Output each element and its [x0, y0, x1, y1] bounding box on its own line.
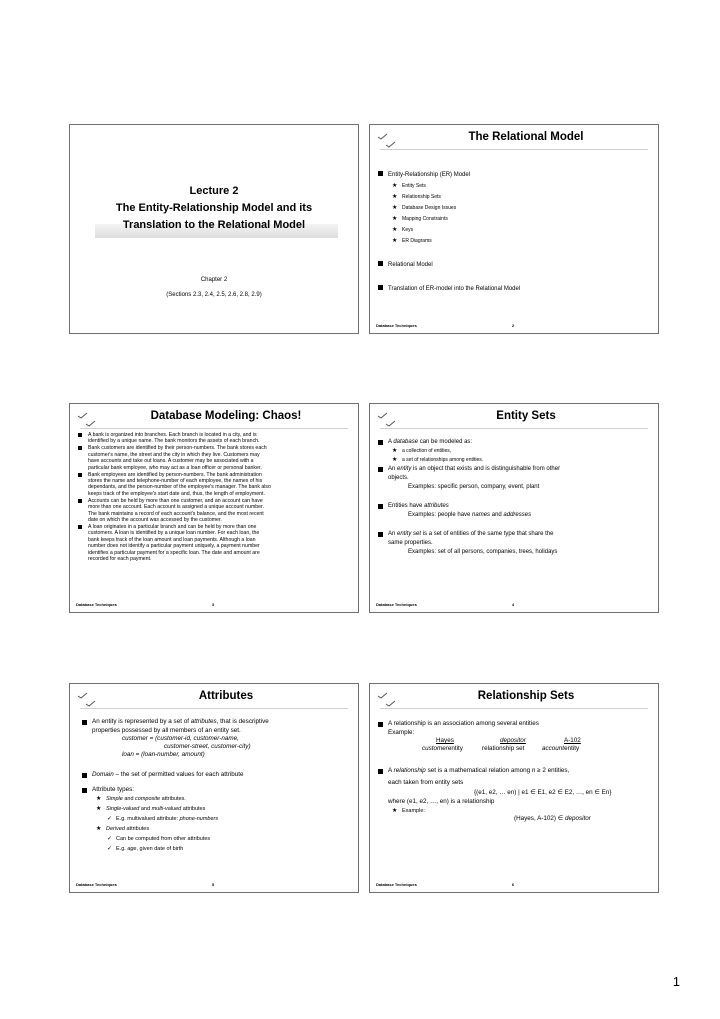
sub-bullet: ★ Database Design Issues	[378, 203, 652, 214]
title-divider	[380, 708, 648, 709]
tick-item: ✓ Can be computed from other attributes	[82, 834, 352, 844]
bullet: Entities have attributes	[378, 502, 652, 511]
code-line: loan = (loan-number, amount)	[122, 751, 205, 759]
sub-bullet: ★ a collection of entities,	[378, 447, 652, 456]
sub-bullet: ★ Simple and composite attributes.	[82, 794, 352, 804]
slide-relationship-sets	[369, 683, 659, 893]
slide-title: Attributes	[198, 690, 254, 702]
example-text: Examples: people have names and addresses	[408, 512, 532, 518]
checkmark-icon	[376, 130, 398, 150]
sub-bullet: ★ Mapping Constraints	[378, 214, 652, 225]
sub-bullet: ★ Relationship Sets	[378, 192, 652, 203]
title-divider	[380, 149, 648, 150]
example-text: Examples: specific person, company, event, plant	[408, 484, 540, 490]
sub-bullet: ★ Keys	[378, 225, 652, 236]
footer-slide-number: 3	[211, 602, 215, 607]
checkmark-icon	[376, 409, 398, 429]
formula-caption: where (e1, e2, …, en) is a relationship	[388, 797, 495, 805]
tick-item: ✓ E.g. multivalued attribute: phone-numbers	[82, 814, 352, 824]
slide-title: Entity Sets	[496, 410, 556, 422]
footer-course: Database Techniques	[76, 882, 117, 887]
footer-course: Database Techniques	[76, 602, 117, 607]
example-text: Examples: set of all persons, companies, trees, holidays	[408, 549, 558, 555]
title-divider	[380, 428, 648, 429]
formula: {(e1, e2, … en) | e1 ∈ E1, e2 ∈ E2, …, en ∈ En}	[474, 789, 612, 797]
tick-item: ✓ E.g. age, given date of birth	[82, 844, 352, 854]
bullet: A bank is organized into branches. Each branch is located in a city, and is identified by a unique name. The bank monitors the assets of each branch.	[78, 432, 352, 445]
slide-body	[82, 718, 352, 854]
sub-bullet: ★ Example:	[378, 807, 652, 816]
bullet: A relationship is an association among several entities	[378, 720, 652, 729]
bullet: Bank employees are identified by person-numbers. The bank administration stores the name and telephone-number of each employee, the names of his dependants, and the person-number of the employee's manager. The bank also keeps track of the employee's start date and, thus, the length of employment.	[78, 472, 352, 498]
example-label: Example:	[388, 728, 415, 736]
code-line: customer-street, customer-city)	[164, 743, 251, 751]
bullet-continuation: each taken from entity sets	[388, 778, 464, 786]
bullet: Bank customers are identified by their person-numbers. The bank stores each customer's name, the street and the city in which they live. Customers may have accounts and take out loans. A customer may be associated with a particular bank employee, who may act as a loan officer or personal banker.	[78, 445, 352, 471]
footer-slide-number: 5	[211, 882, 215, 887]
bullet: Entity-Relationship (ER) Model	[378, 169, 652, 181]
example-tuple: (Hayes, A-102) ∈ depositor	[514, 815, 591, 823]
bullet: A relationship set is a mathematical relation among n ≥ 2 entities,	[378, 767, 652, 776]
slide-body	[378, 720, 652, 824]
bullet: Attribute types:	[82, 786, 352, 795]
bullet: A database can be modeled as:	[378, 438, 652, 447]
slide-title: Database Modeling: Chaos!	[150, 410, 302, 422]
bullet: An entity is an object that exists and is distinguishable from other objects.	[378, 465, 652, 483]
sub-bullet: ★ Single-valued and multi-valued attributes	[82, 804, 352, 814]
bullet: Accounts can be held by more than one customer, and an account can have more than one account. Each account is assigned a unique account number. The bank maintains a record of each account's balance, and the most recent date on which the account was accessed by the customer.	[78, 498, 352, 524]
title-divider	[80, 708, 348, 709]
sub-bullet: ★ a set of relationships among entities.	[378, 456, 652, 465]
example-types-row: customerentity relationship set accountentity	[422, 745, 580, 753]
slide-database-modeling	[69, 403, 359, 613]
page-number: 1	[672, 974, 680, 989]
slide-relational-model	[369, 124, 659, 334]
bullet: A loan originates in a particular branch and can be held by more than one customers. A loan is identified by a unique loan number. For each loan, the bank keeps track of the loan amount and loan payments. Although a loan number does not identify a particular payment uniquely, a payment number identifies a particular payment for a specific loan. The date and amount are recorded for each payment.	[78, 524, 352, 562]
slide-attributes	[69, 683, 359, 893]
slide-title: Relationship Sets	[477, 690, 575, 702]
slide-body	[378, 438, 652, 557]
checkmark-icon	[376, 689, 398, 709]
sub-bullet: ★ Entity Sets	[378, 181, 652, 192]
bullet: Domain – the set of permitted values for each attribute	[82, 771, 352, 780]
bullet: An entity set is a set of entities of the same type that share the same properties.	[378, 530, 652, 548]
bullet: An entity is represented by a set of attributes, that is descriptive properties possessed by all members of an entity set.	[82, 718, 352, 735]
slide-lecture-title	[69, 124, 359, 334]
slide-body	[78, 432, 352, 563]
footer-course: Database Techniques	[376, 882, 417, 887]
slide-body	[378, 169, 652, 295]
sub-bullet: ★ Derived attributes	[82, 824, 352, 834]
chapter-info: Chapter 2 (Sections 2.3, 2.4, 2.5, 2.6, 2.8, 2.9)	[166, 277, 262, 298]
title-divider	[80, 428, 348, 429]
example-entities-row: Hayes depositor A-102	[436, 737, 581, 745]
bullet: Relational Model	[378, 259, 652, 271]
code-line: customer = (customer-id, customer-name,	[122, 735, 239, 743]
footer-slide-number: 2	[511, 323, 515, 328]
footer-slide-number: 6	[511, 882, 515, 887]
footer-course: Database Techniques	[376, 323, 417, 328]
lecture-title: Lecture 2 The Entity-Relationship Model and its Translation to the Relational Model	[115, 185, 313, 231]
checkmark-icon	[76, 409, 98, 429]
slide-entity-sets	[369, 403, 659, 613]
footer-course: Database Techniques	[376, 602, 417, 607]
checkmark-icon	[76, 689, 98, 709]
sub-bullet: ★ ER Diagrams	[378, 236, 652, 247]
slide-title: The Relational Model	[468, 131, 584, 143]
footer-slide-number: 4	[511, 602, 515, 607]
bullet: Translation of ER-model into the Relational Model	[378, 283, 652, 295]
